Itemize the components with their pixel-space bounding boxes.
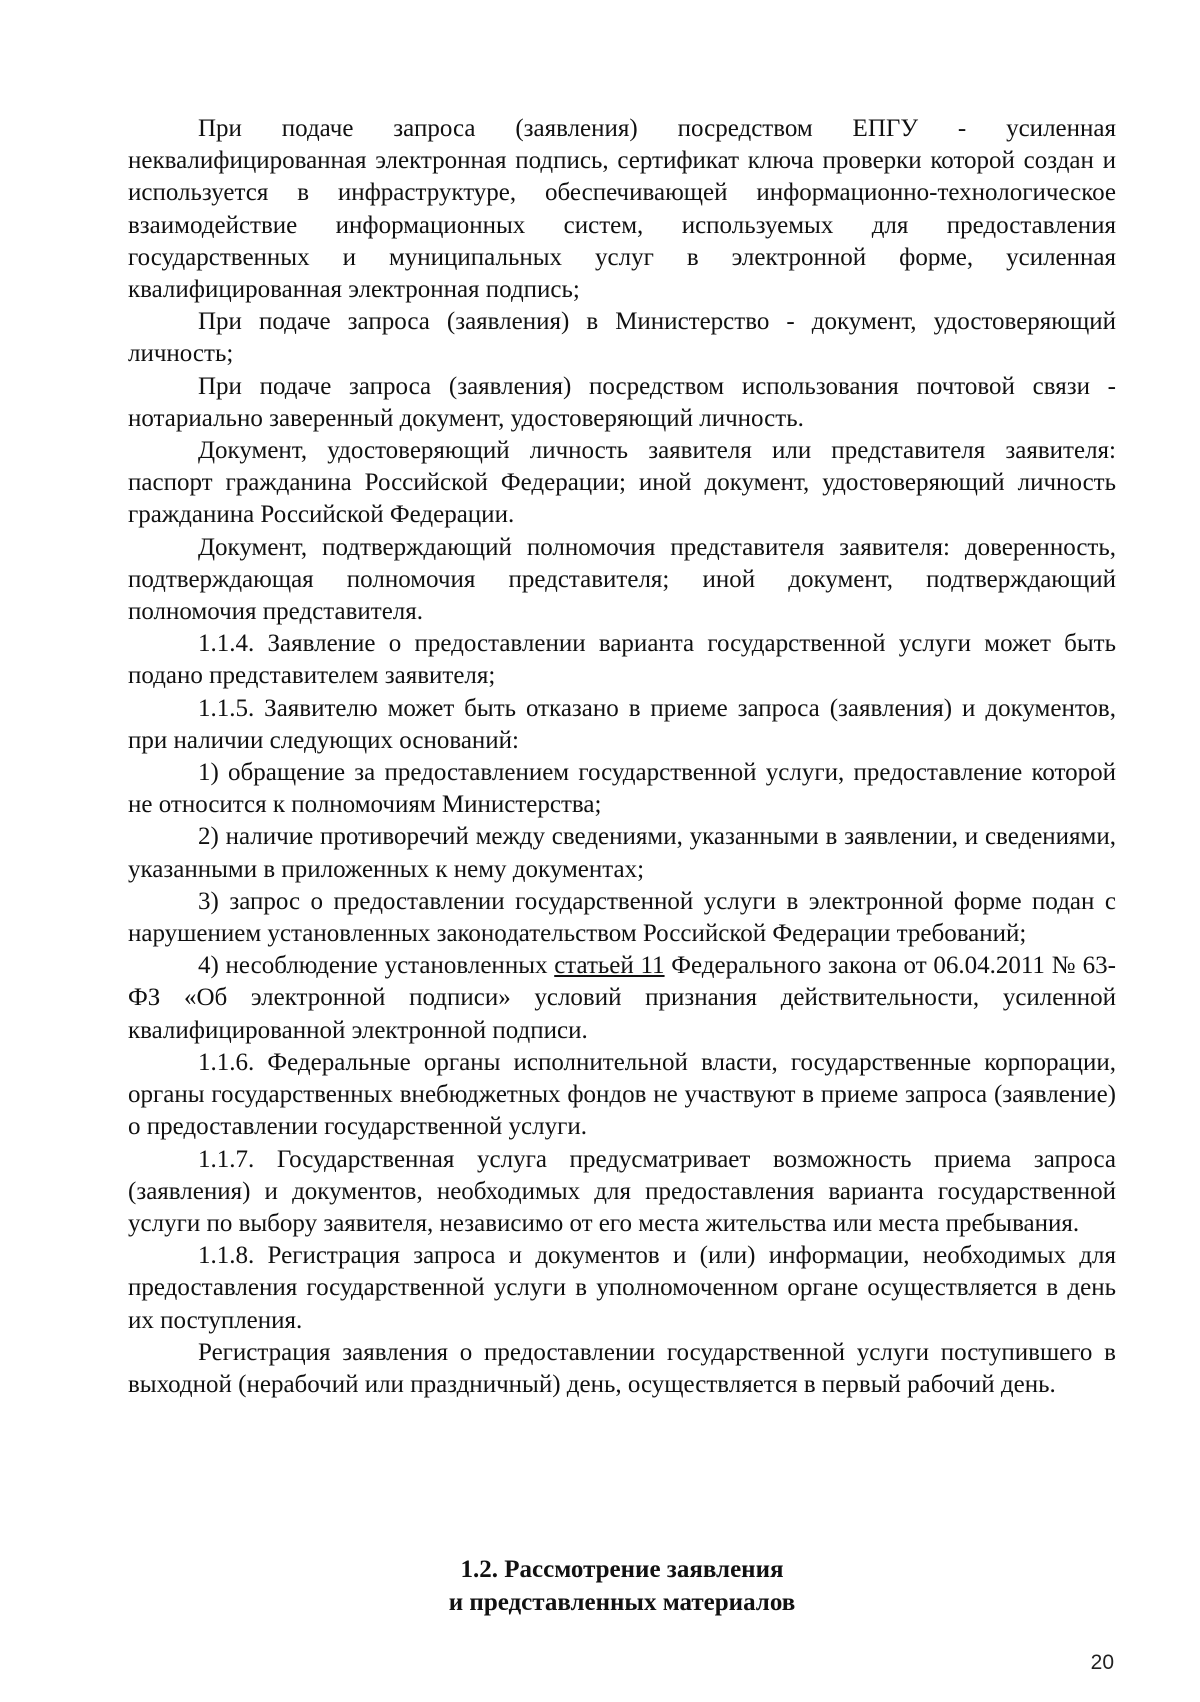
list-item-2: 2) наличие противоречий между сведениями, указанными в заявлении, и сведениями, указанными в приложенных к нему документах; bbox=[128, 823, 1116, 883]
section-heading bbox=[128, 1553, 1116, 1619]
paragraph-identity-document: Документ, удостоверяющий личность заявителя или представителя заявителя: паспорт гражданина Российской Федерации; иной документ, удостоверяющий личность гражданина Российской Федерации. bbox=[128, 437, 1116, 529]
paragraph-registration-holiday: Регистрация заявления о предоставлении государственной услуги поступившего в выходной (нерабочий или праздничный) день, осуществляется в первый рабочий день. bbox=[128, 1338, 1116, 1398]
section-heading-line-2: и представленных материалов bbox=[448, 1589, 796, 1616]
list-item-1: 1) обращение за предоставлением государственной услуги, предоставление которой не относится к полномочиям Министерства; bbox=[128, 759, 1116, 819]
list-item-4-text-after: Федерального закона от 06.04.2011 № 63-ФЗ «Об электронной подписи» условий признания действительности, усиленной квалифицированной электронной подписи. bbox=[128, 952, 1116, 1044]
list-item-4 bbox=[128, 950, 1116, 1047]
document-body bbox=[128, 113, 1116, 1401]
list-item-4-text-before: 4) несоблюдение установленных bbox=[198, 952, 555, 980]
paragraph-ministry-document: При подаче запроса (заявления) в Министерство - документ, удостоверяющий личность; bbox=[128, 308, 1116, 368]
paragraph-1-1-4: 1.1.4. Заявление о предоставлении варианта государственной услуги может быть подано представителем заявителя; bbox=[128, 630, 1116, 690]
paragraph-authority-document: Документ, подтверждающий полномочия представителя заявителя: доверенность, подтверждающая полномочия представителя; иной документ, подтверждающий полномочия представителя. bbox=[128, 533, 1116, 626]
paragraph-1-1-6: 1.1.6. Федеральные органы исполнительной власти, государственные корпорации, органы государственных внебюджетных фондов не участвуют в приеме запроса (заявление) о предоставлении государственной услуги. bbox=[128, 1048, 1116, 1141]
paragraph-1-1-8: 1.1.8. Регистрация запроса и документов и (или) информации, необходимых для предоставления государственной услуги в уполномоченном органе осуществляется в день их поступления. bbox=[128, 1242, 1116, 1334]
list-item-3: 3) запрос о предоставлении государственной услуги в электронной форме подан с нарушением установленных законодательством Российской Федерации требований; bbox=[128, 887, 1116, 948]
page-number: 20 bbox=[1090, 1651, 1114, 1674]
paragraph-1-1-7: 1.1.7. Государственная услуга предусматривает возможность приема запроса (заявления) и документов, необходимых для предоставления варианта государственной услуги по выбору заявителя, независимо от его места жительства или места пребывания. bbox=[128, 1145, 1116, 1237]
paragraph-1-1-5: 1.1.5. Заявителю может быть отказано в приеме запроса (заявления) и документов, при наличии следующих оснований: bbox=[128, 694, 1116, 754]
paragraph-postal-document: При подаче запроса (заявления) посредством использования почтовой связи - нотариально заверенный документ, удостоверяющий личность. bbox=[128, 372, 1116, 432]
law-article-link[interactable]: статьей 11 bbox=[554, 952, 665, 980]
section-heading-line-1: 1.2. Рассмотрение заявления bbox=[460, 1556, 784, 1583]
paragraph-epgu-signature: При подаче запроса (заявления) посредством ЕПГУ - усиленная неквалифицированная электронная подпись, сертификат ключа проверки которой создан и используется в инфраструктуре, обеспечивающей информационно-технологическое взаимодействие информационных систем, используемых для предоставления государственных и муниципальных услуг в электронной форме, усиленная квалифицированная электронная подпись; bbox=[128, 115, 1116, 304]
